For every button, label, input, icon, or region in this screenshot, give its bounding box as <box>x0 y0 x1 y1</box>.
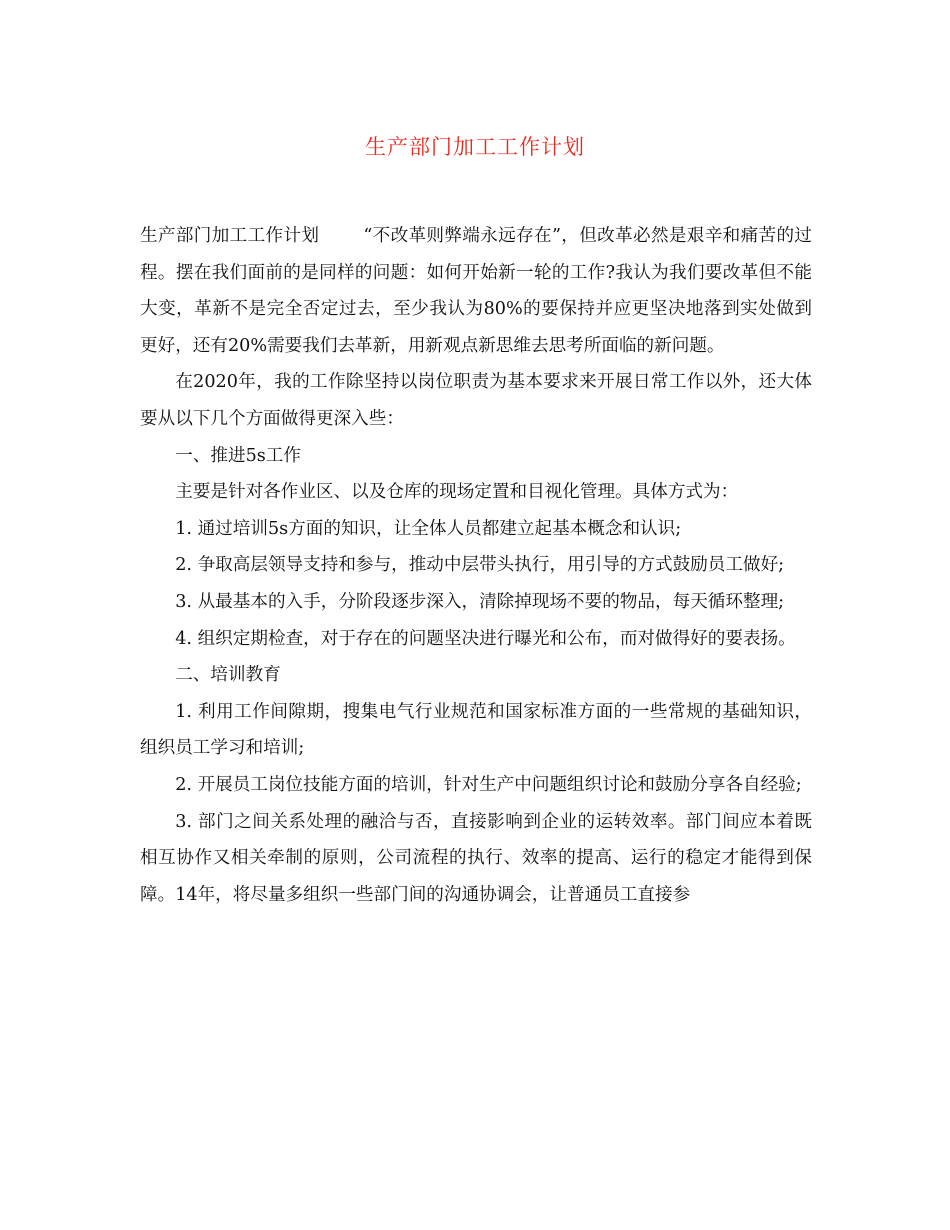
paragraph: 在2020年，我的工作除坚持以岗位职责为基本要求来开展日常工作以外，还大体要从以下几个方面做得更深入些： <box>140 372 812 429</box>
document-body <box>140 218 812 913</box>
list-item: 2. 开展员工岗位技能方面的培训，针对生产中问题组织讨论和鼓励分享各自经验; <box>175 774 802 795</box>
section-heading-5s: 一、推进5s工作 <box>175 445 301 466</box>
paragraph: 主要是针对各作业区、以及仓库的现场定置和目视化管理。具体方式为： <box>175 482 739 503</box>
list-item: 4. 组织定期检查，对于存在的问题坚决进行曝光和公布，而对做得好的要表扬。 <box>175 628 796 649</box>
list-item: 1. 通过培训5s方面的知识，让全体人员都建立起基本概念和认识; <box>175 518 682 539</box>
section-heading-training: 二、培训教育 <box>175 665 281 686</box>
intro-label: 生产部门加工工作计划 <box>140 226 320 246</box>
paragraph-intro <box>140 218 812 364</box>
document-title: 生产部门加工工作计划 <box>365 135 585 159</box>
list-item: 2. 争取高层领导支持和参与，推动中层带头执行，用引导的方式鼓励员工做好; <box>175 555 785 576</box>
list-item: 1. 利用工作间隙期，搜集电气行业规范和国家标准方面的一些常规的基础知识，组织员工学习和培训; <box>140 701 812 759</box>
list-item: 3. 部门之间关系处理的融洽与否，直接影响到企业的运转效率。部门间应本着既相互协作又相关牵制的原则，公司流程的执行、效率的提高、运行的稳定才能得到保障。14年，将尽量多组织一些部门间的沟通协调会，让普通员工直接参 <box>140 811 812 905</box>
intro-text: “不改革则弊端永远存在”，但改革必然是艰辛和痛苦的过程。摆在我们面前的是同样的问题：如何开始新一轮的工作?我认为我们要改革但不能大变，革新不是完全否定过去，至少我认为80%的要保持并应更坚决地落到实处做到更好，还有20%需要我们去革新，用新观点新思维去思考所面临的新问题。 <box>140 226 812 356</box>
list-item: 3. 从最基本的入手，分阶段逐步深入，清除掉现场不要的物品，每天循环整理; <box>175 591 785 612</box>
